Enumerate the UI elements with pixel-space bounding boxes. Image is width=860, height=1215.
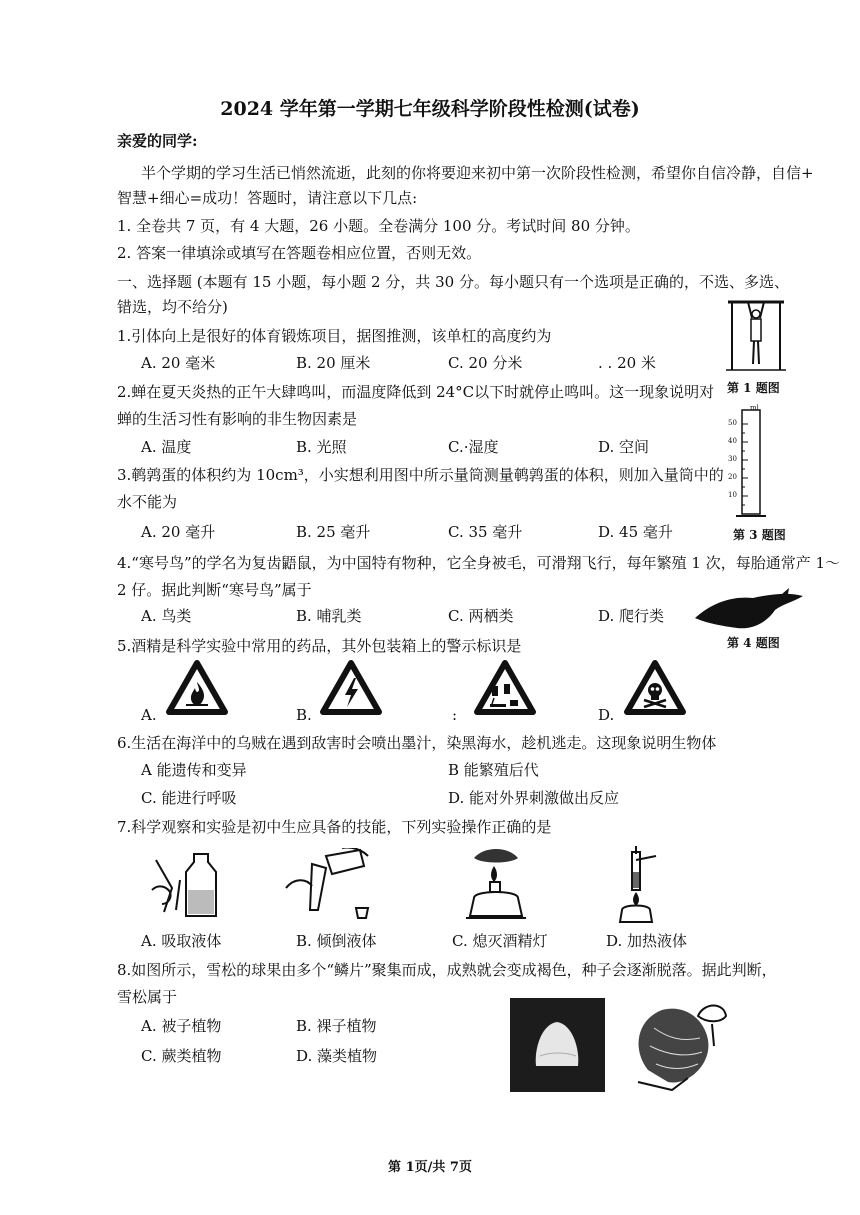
q1-option-d: . . 20 米: [598, 354, 656, 372]
toxic-warning-icon: [624, 660, 686, 716]
q7-option-c: C. 熄灭酒精灯: [452, 932, 548, 950]
q1-figure-caption: 第 1 题图: [727, 381, 780, 395]
flammable-warning-icon: [166, 660, 228, 716]
note-1: 1. 全卷共 7 页，有 4 大题，26 小题。全卷满分 100 分。考试时间 80 分钟。: [117, 217, 640, 235]
q7-option-b: B. 倾倒液体: [296, 932, 377, 950]
dropper-bottle-figure: [150, 850, 232, 922]
q8-option-a: A. 被子植物: [141, 1017, 222, 1035]
q2-option-b: B. 光照: [296, 438, 347, 456]
q3-stem-2: 水不能为: [117, 493, 178, 511]
q4-option-d: D. 爬行类: [598, 607, 665, 625]
greeting: 亲爱的同学:: [117, 132, 198, 150]
section-1-heading: 一、选择题 (本题有 15 小题，每小题 2 分，共 30 分。每小题只有一个选项是正确的，不选、多选、: [117, 273, 789, 291]
cylinder-unit: ml: [750, 404, 759, 412]
electric-shock-warning-icon: [320, 660, 382, 716]
q5-option-c: :: [452, 706, 458, 724]
q7-option-d: D. 加热液体: [606, 932, 688, 950]
q2-stem-1: 2.蝉在夏天炎热的正午大肆鸣叫，而温度降低到 24°C以下时就停止鸣叫。这一现象说明对: [117, 383, 715, 401]
heating-liquid-figure: [614, 846, 660, 926]
graduated-cylinder-figure: [728, 404, 774, 522]
page-footer: 第 1页/共 7页: [388, 1160, 472, 1175]
q4-option-a: A. 鸟类: [141, 607, 192, 625]
pouring-liquid-figure: [282, 848, 376, 920]
q3-option-a: A. 20 毫升: [141, 523, 216, 541]
q6-option-b: B 能繁殖后代: [448, 761, 539, 779]
q5-option-a: A.: [141, 706, 157, 724]
cedar-cone-photo: [510, 998, 605, 1092]
q1-option-c: C. 20 分米: [448, 354, 523, 372]
q3-option-b: B. 25 毫升: [296, 523, 371, 541]
q1-option-b: B. 20 厘米: [296, 354, 371, 372]
q4-figure-caption: 第 4 题图: [727, 636, 780, 650]
alcohol-lamp-figure: [460, 846, 532, 922]
q3-option-c: C. 35 毫升: [448, 523, 523, 541]
q7-option-a: A. 吸取液体: [141, 932, 222, 950]
cylinder-tick-50: 50: [728, 419, 737, 427]
cylinder-tick-40: 40: [728, 437, 737, 445]
intro-line-1: 半个学期的学习生活已悄然流逝，此刻的你将要迎来初中第一次阶段性检测，希望你自信冷静，自信+: [141, 164, 814, 182]
q4-stem-1: 4.“寒号鸟”的学名为复齿鼯鼠，为中国特有物种，它全身被毛，可滑翔飞行，每年繁殖 1 次，每胎通常产 1～: [117, 554, 841, 572]
q8-option-b: B. 裸子植物: [296, 1017, 377, 1035]
q2-stem-2: 蝉的生活习性有影响的非生物因素是: [117, 410, 358, 428]
cylinder-tick-20: 20: [728, 473, 737, 481]
cylinder-tick-30: 30: [728, 455, 737, 463]
q3-option-d: D. 45 毫升: [598, 523, 673, 541]
q3-figure-caption: 第 3 题图: [733, 528, 786, 542]
corrosive-warning-icon: [474, 660, 536, 716]
q6-option-c: C. 能进行呼吸: [141, 789, 237, 807]
q5-option-d: D.: [598, 706, 615, 724]
cedar-cone-scale-figure: [628, 998, 732, 1094]
q3-stem-1: 3.鹌鹑蛋的体积约为 10cm³，小实想利用图中所示量筒测量鹌鹑蛋的体积，则加入量筒中的: [117, 466, 724, 484]
q2-option-a: A. 温度: [141, 438, 192, 456]
q8-stem-2: 雪松属于: [117, 988, 178, 1006]
q1-stem: 1.引体向上是很好的体育锻炼项目，据图推测，该单杠的高度约为: [117, 327, 552, 345]
q6-option-d: D. 能对外界刺激做出反应: [448, 789, 620, 807]
q6-option-a: A 能遗传和变异: [141, 761, 247, 779]
q8-option-c: C. 蕨类植物: [141, 1047, 222, 1065]
q7-stem: 7.科学观察和实验是初中生应具备的技能，下列实验操作正确的是: [117, 818, 552, 836]
q1-option-a: A. 20 毫米: [141, 354, 216, 372]
q5-stem: 5.酒精是科学实验中常用的药品，其外包装箱上的警示标识是: [117, 637, 522, 655]
cylinder-tick-10: 10: [728, 491, 737, 499]
flying-squirrel-figure: [693, 588, 805, 632]
q2-option-d: D. 空间: [598, 438, 650, 456]
q6-stem: 6.生活在海洋中的乌贼在遇到敌害时会喷出墨汁，染黑海水，趁机逃走。这现象说明生物体: [117, 734, 717, 752]
q8-option-d: D. 藻类植物: [296, 1047, 378, 1065]
q2-option-c: C.·湿度: [448, 438, 499, 456]
note-2: 2. 答案一律填涂或填写在答题卷相应位置，否则无效。: [117, 244, 482, 262]
exam-title: 2024 学年第一学期七年级科学阶段性检测(试卷): [220, 98, 640, 120]
q8-stem-1: 8.如图所示，雪松的球果由多个“鳞片”聚集而成，成熟就会变成褐色，种子会逐渐脱落。据此判断，: [117, 961, 777, 979]
pullup-bar-figure: [726, 296, 786, 372]
q4-option-b: B. 哺乳类: [296, 607, 362, 625]
intro-line-2: 智慧+细心=成功！答题时，请注意以下几点:: [117, 189, 418, 207]
q5-option-b: B.: [296, 706, 312, 724]
section-1-heading-cont: 错选，均不给分): [117, 298, 228, 316]
q4-option-c: C. 两栖类: [448, 607, 514, 625]
q4-stem-2: 2 仔。据此判断“寒号鸟”属于: [117, 581, 312, 599]
